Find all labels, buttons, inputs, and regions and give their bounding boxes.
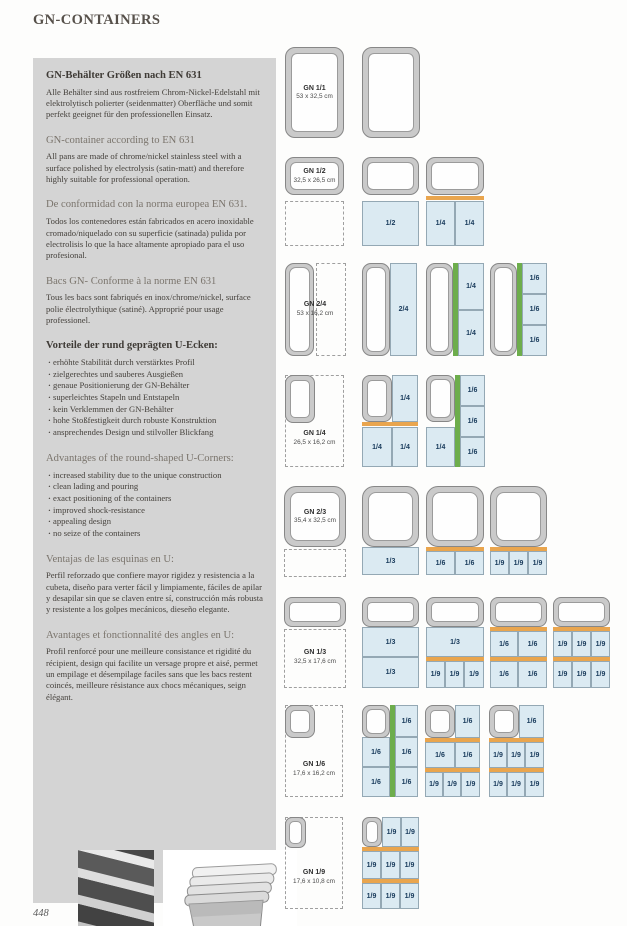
fraction-cell: 1/9 xyxy=(553,631,572,657)
fraction-cell: 1/9 xyxy=(362,851,381,879)
fraction-cell: 1/6 xyxy=(522,325,547,356)
section-body: Todos los contenedores están fabricados en acero inoxidable cromado/niquelado con su superficie (satinada) pulida por electrolisis lo que la hace altamente apropiado para el uso profesional. xyxy=(46,216,254,261)
orange-divider-bar xyxy=(425,768,480,772)
fraction-cell: 1/9 xyxy=(490,551,509,575)
section-heading: Ventajas de las esquinas en U: xyxy=(46,553,174,565)
gn-size-dimensions: 35,4 x 32,5 cm xyxy=(294,517,336,525)
pan-well xyxy=(431,162,479,190)
bullet-item: · genaue Positionierung der GN-Behälter xyxy=(48,380,264,392)
orange-divider-bar xyxy=(490,657,547,661)
fraction-cell: 1/6 xyxy=(425,742,455,768)
bullet-item: · clean lading and pouring xyxy=(48,481,264,493)
fraction-cell: 1/4 xyxy=(392,427,418,467)
fraction-cell: 1/6 xyxy=(490,631,518,657)
pan-icon-gn-1-3 xyxy=(490,597,547,627)
gn-size-dimensions: 53 x 32,5 cm xyxy=(296,93,333,101)
gn-size-dimensions: 26,5 x 16,2 cm xyxy=(293,438,336,446)
bullet-item: · appealing design xyxy=(48,516,264,528)
pan-icon-gn-1-4 xyxy=(285,375,315,423)
fraction-cell: 1/4 xyxy=(392,375,418,422)
fraction-cell: 1/9 xyxy=(400,883,419,909)
fraction-cell: 1/6 xyxy=(522,294,547,325)
gn-size-name: GN 2/4 xyxy=(303,301,327,309)
orange-divider-bar xyxy=(490,627,547,631)
pan-well xyxy=(367,602,414,622)
fraction-cell: 1/9 xyxy=(507,742,525,768)
fraction-cell: 1/9 xyxy=(382,817,401,847)
gn-size-dimensions: 32,5 x 26,5 cm xyxy=(293,176,336,184)
fraction-cell: 1/4 xyxy=(362,427,392,467)
pan-icon-gn-2-3 xyxy=(362,486,419,547)
pan-icon-gn-1-3 xyxy=(284,597,346,627)
orange-divider-bar xyxy=(362,879,419,883)
pan-icon-gn-1-2 xyxy=(285,157,344,195)
gn-size-name: GN 1/6 xyxy=(302,761,326,769)
pan-well xyxy=(290,380,310,418)
pan-icon-gn-1-3 xyxy=(426,597,484,627)
bullet-item: · hohe Stoßfestigkeit durch robuste Konstruktion xyxy=(48,415,264,427)
green-divider-bar xyxy=(390,705,395,797)
fraction-cell: 1/9 xyxy=(572,661,591,688)
fraction-cell: 1/9 xyxy=(489,772,507,797)
fraction-cell: 1/4 xyxy=(455,201,484,246)
dashed-slot xyxy=(284,549,346,577)
pan-icon-gn-2-4 xyxy=(285,263,314,356)
fraction-cell: 1/6 xyxy=(460,406,485,437)
green-divider-bar xyxy=(455,375,460,467)
pan-icon-gn-1-2 xyxy=(362,157,419,195)
fraction-cell: 1/9 xyxy=(400,851,419,879)
pan-well xyxy=(430,710,450,733)
section-heading: Bacs GN- Conforme à la norme EN 631 xyxy=(46,275,217,287)
bullet-item: · exact positioning of the containers xyxy=(48,493,264,505)
fraction-cell: 1/3 xyxy=(362,547,419,575)
fraction-cell: 1/6 xyxy=(490,661,518,688)
pan-well xyxy=(430,379,451,418)
pan-well xyxy=(368,53,414,132)
orange-divider-bar xyxy=(362,422,418,426)
fraction-cell: 1/3 xyxy=(426,627,484,657)
pan-well xyxy=(431,602,479,622)
fraction-cell: 1/2 xyxy=(362,201,419,246)
gn-size-dimensions: 17,6 x 10,8 cm xyxy=(293,877,335,885)
section-heading: Vorteile der rund geprägten U-Ecken: xyxy=(46,340,218,352)
pan-well xyxy=(368,492,413,541)
pan-icon-gn-1-9 xyxy=(285,817,306,848)
fraction-cell: 1/6 xyxy=(426,551,455,575)
fraction-cell: 1/9 xyxy=(525,742,544,768)
pan-well xyxy=(290,492,340,541)
fraction-cell: 1/6 xyxy=(362,767,390,797)
pan-icon-gn-2-3 xyxy=(284,486,346,547)
fraction-cell: 2/4 xyxy=(390,263,417,356)
pan-well xyxy=(367,162,414,190)
orange-divider-bar xyxy=(426,196,484,200)
pan-icon-gn-2-3 xyxy=(490,486,547,547)
fraction-cell: 1/6 xyxy=(460,437,485,467)
orange-divider-bar xyxy=(553,657,610,661)
pan-well xyxy=(289,267,310,352)
fraction-cell: 1/9 xyxy=(572,631,591,657)
fraction-cell: 1/9 xyxy=(464,661,484,688)
page-title: GN-CONTAINERS xyxy=(33,12,161,28)
fraction-cell: 1/6 xyxy=(455,551,484,575)
pan-icon-gn-1-3 xyxy=(553,597,610,627)
orange-divider-bar xyxy=(426,547,484,551)
bullet-item: · superleichtes Stapeln und Entstapeln xyxy=(48,392,264,404)
fraction-cell: 1/6 xyxy=(522,263,547,294)
bullet-item: · erhöhte Stabilität durch verstärktes Profil xyxy=(48,357,264,369)
pan-icon-gn-1-1 xyxy=(285,47,344,138)
fraction-cell: 1/9 xyxy=(445,661,464,688)
green-divider-bar xyxy=(517,263,522,356)
fraction-cell: 1/6 xyxy=(362,737,390,767)
pan-well xyxy=(495,602,542,622)
bullet-item: · ansprechendes Design und stilvoller Blickfang xyxy=(48,427,264,439)
pan-icon-gn-2-3 xyxy=(426,486,484,547)
fraction-cell: 1/6 xyxy=(518,631,547,657)
fraction-cell: 1/9 xyxy=(381,851,400,879)
pan-icon-gn-1-3 xyxy=(362,597,419,627)
pan-well xyxy=(291,53,338,132)
page-number: 448 xyxy=(33,908,49,919)
dashed-slot xyxy=(316,263,346,356)
dashed-slot xyxy=(284,629,346,688)
fraction-cell: 1/9 xyxy=(509,551,528,575)
gn-size-name: GN 1/4 xyxy=(303,430,326,438)
pan-well xyxy=(496,492,541,541)
pan-icon-gn-2-4 xyxy=(362,263,390,356)
pan-well xyxy=(558,602,605,622)
section-heading: De conformidad con la norma europea EN 631. xyxy=(46,199,248,211)
pan-icon-gn-1-4 xyxy=(362,375,392,422)
pan-icon-gn-1-9 xyxy=(362,817,382,847)
orange-divider-bar xyxy=(489,768,544,772)
orange-divider-bar xyxy=(489,738,544,742)
pan-well xyxy=(289,821,302,844)
fraction-cell: 1/3 xyxy=(362,657,419,688)
section-body: All pans are made of chrome/nickel stainless steel with a surface polished by electrolysis (satin-matt) and therefore highly suitable for professional operation. xyxy=(46,151,245,185)
pan-well xyxy=(494,710,514,733)
fraction-cell: 1/9 xyxy=(591,631,610,657)
fraction-cell: 1/6 xyxy=(395,705,418,737)
dashed-slot xyxy=(285,201,344,246)
fraction-cell: 1/3 xyxy=(362,627,419,657)
fraction-cell: 1/9 xyxy=(525,772,544,797)
pan-icon-gn-1-4 xyxy=(426,375,455,422)
fraction-cell: 1/6 xyxy=(455,705,480,738)
fraction-cell: 1/9 xyxy=(528,551,547,575)
orange-divider-bar xyxy=(362,847,419,851)
orange-divider-bar xyxy=(426,657,484,661)
gn-size-name: GN 2/3 xyxy=(303,508,327,516)
bullet-item: · zielgerechtes und sauberes Ausgießen xyxy=(48,369,264,381)
gn-size-name: GN 1/3 xyxy=(303,649,327,657)
pan-icon-gn-1-2 xyxy=(426,157,484,195)
fraction-cell: 1/9 xyxy=(553,661,572,688)
gn-size-name: GN 1/1 xyxy=(303,84,326,92)
pan-icon-gn-1-6 xyxy=(285,705,315,738)
gn-size-name: GN 1/2 xyxy=(303,168,326,176)
pan-well xyxy=(289,602,341,622)
orange-divider-bar xyxy=(553,627,610,631)
pan-icon-gn-2-4 xyxy=(426,263,453,356)
fraction-cell: 1/9 xyxy=(591,661,610,688)
section-body: Alle Behälter sind aus rostfreiem Chrom-Nickel-Edelstahl mit elektrolytisch polierter (seidenmatter) Oberfläche und somit perfekt geeignet für den professionellen Einsatz. xyxy=(46,86,260,120)
fraction-cell: 1/9 xyxy=(461,772,480,797)
section-heading: Avantages et fonctionnalité des angles en U: xyxy=(46,629,235,641)
fraction-cell: 1/6 xyxy=(519,705,544,738)
gn-size-dimensions: 32,5 x 17,6 cm xyxy=(294,657,336,665)
fraction-cell: 1/9 xyxy=(489,742,507,768)
fraction-cell: 1/9 xyxy=(426,661,445,688)
pan-well xyxy=(430,267,449,352)
section-heading: GN-container according to EN 631 xyxy=(46,134,195,146)
pan-well xyxy=(366,267,386,352)
section-body: Perfil reforzado que confiere mayor rigidez y resistencia a la cubeta, diseño para verter fácil y limpiamente, fáciles de apilar y desapilar sin que se claven entre sí, construcción más robusta y resistente a los golpes mecánicos, dieseño elegante. xyxy=(46,570,263,615)
fraction-cell: 1/6 xyxy=(395,737,418,767)
pan-icon-gn-1-1 xyxy=(362,47,420,138)
pan-icon-gn-2-4 xyxy=(490,263,517,356)
fraction-cell: 1/9 xyxy=(443,772,461,797)
fraction-cell: 1/9 xyxy=(507,772,525,797)
fraction-cell: 1/9 xyxy=(362,883,381,909)
pan-icon-gn-1-6 xyxy=(489,705,519,738)
pan-icon-gn-1-6 xyxy=(425,705,455,738)
fraction-cell: 1/6 xyxy=(455,742,480,768)
fraction-cell: 1/4 xyxy=(458,310,484,356)
fraction-cell: 1/4 xyxy=(458,263,484,310)
fraction-cell: 1/6 xyxy=(460,375,485,406)
orange-divider-bar xyxy=(425,738,480,742)
pan-well xyxy=(290,710,310,733)
fraction-cell: 1/6 xyxy=(518,661,547,688)
bullet-item: · no seize of the containers xyxy=(48,528,264,540)
fraction-cell: 1/9 xyxy=(381,883,400,909)
pan-well xyxy=(366,709,386,734)
gn-size-dimensions: 17,6 x 16,2 cm xyxy=(293,769,335,777)
section-heading: GN-Behälter Größen nach EN 631 xyxy=(46,70,202,81)
orange-divider-bar xyxy=(490,547,547,551)
green-divider-bar xyxy=(453,263,458,356)
fraction-cell: 1/4 xyxy=(426,201,455,246)
pan-icon-gn-1-6 xyxy=(362,705,390,738)
section-body: Tous les bacs sont fabriqués en inox/chrome/nickel, surface polie électrolythique (satiné). Approprié pour usage professionel. xyxy=(46,292,251,325)
pan-well xyxy=(290,162,339,190)
bullet-item: · improved shock-resistance xyxy=(48,505,264,517)
fraction-cell: 1/9 xyxy=(401,817,419,847)
pan-well xyxy=(367,380,387,417)
pan-well xyxy=(366,821,378,843)
fraction-cell: 1/6 xyxy=(395,767,418,797)
gn-size-dimensions: 53 x 16,2 cm xyxy=(296,309,334,317)
fraction-cell: 1/9 xyxy=(425,772,443,797)
pan-well xyxy=(432,492,478,541)
gn-size-name: GN 1/9 xyxy=(302,869,326,877)
section-heading: Advantages of the round-shaped U-Corners: xyxy=(46,452,234,464)
pan-well xyxy=(494,267,513,352)
fraction-cell: 1/4 xyxy=(426,427,455,467)
section-body: Profil renforcé pour une meilleure consistance et rigidité du récipient, design qui facilite un versage propre et aisé, permet un empilage et désempilage faciles sans que les bacs restent coincés, meilleure résistance aux chocs mécaniques, seign élégant. xyxy=(46,646,258,702)
bullet-item: · increased stability due to the unique construction xyxy=(48,470,264,482)
bullet-item: · kein Verklemmen der GN-Behälter xyxy=(48,404,264,416)
